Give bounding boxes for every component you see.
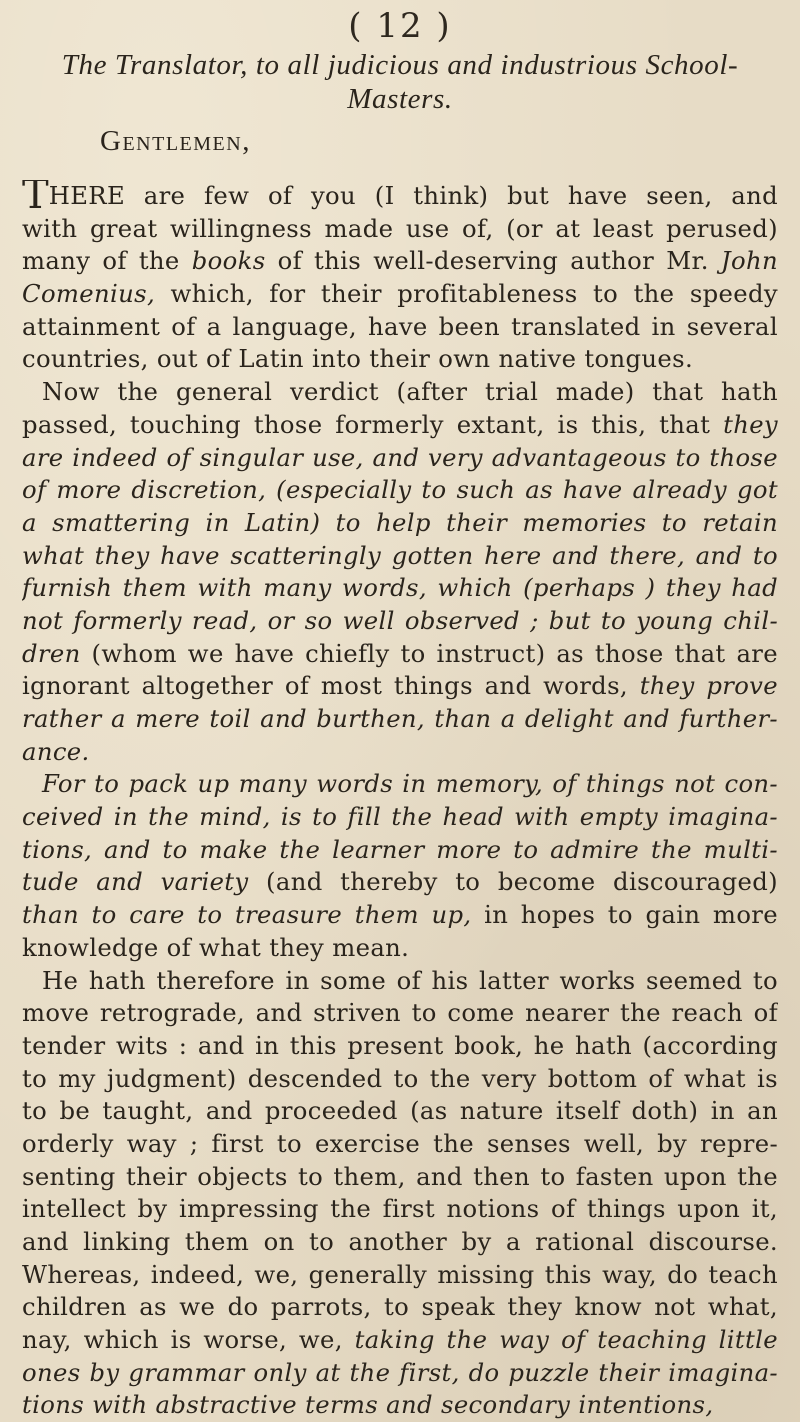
text-line xyxy=(22,540,778,573)
text-line xyxy=(22,376,778,409)
italic-text: rather a mere toil and burthen, than a delight and further- xyxy=(22,704,778,733)
roman-text: tender wits : and in this present book, he hath (according xyxy=(22,1030,778,1060)
text-line xyxy=(22,1357,778,1390)
text-line xyxy=(22,1193,778,1226)
roman-text: passed, touching those formerly extant, is this, that xyxy=(22,409,724,439)
text-line xyxy=(22,834,778,867)
text-line xyxy=(22,409,778,442)
page-number: ( 12 ) xyxy=(348,6,452,46)
italic-text: tions with abstractive terms and secondary intentions, xyxy=(22,1390,714,1420)
italic-text: Comenius, xyxy=(22,279,156,309)
text-line xyxy=(22,605,778,638)
italic-text: furnish them with many words, which (perhaps ) they had xyxy=(22,573,778,603)
roman-text: to be taught, and proceeded (as nature itself doth) in an xyxy=(22,1096,778,1126)
text-line xyxy=(22,1161,778,1194)
roman-text: (and thereby to become discouraged) xyxy=(248,867,778,897)
roman-text: nay, which is worse, we, xyxy=(22,1325,355,1355)
italic-text: taking the way of teaching little xyxy=(354,1325,778,1355)
text-line xyxy=(22,213,778,246)
roman-text: orderly way ; first to exercise the senses well, by repre- xyxy=(22,1128,778,1158)
roman-text: (whom we have chiefly to instruct) as those that are xyxy=(80,638,778,668)
paragraph xyxy=(22,376,778,768)
roman-text: ignorant altogether of most things and words, xyxy=(22,671,640,701)
italic-text: dren xyxy=(22,638,81,668)
text-line xyxy=(22,932,778,965)
roman-text: of this well-deserving author Mr. xyxy=(265,246,721,276)
italic-text: not formerly read, or so well observed ; but to young chil- xyxy=(22,605,778,635)
text-line xyxy=(22,343,778,376)
italic-text: ones by grammar only at the first, do puzzle their imagina- xyxy=(22,1357,778,1387)
roman-text: He hath therefore in some of his latter works seemed to xyxy=(42,965,778,995)
text-line xyxy=(22,670,778,703)
address-line-2: Masters. xyxy=(347,83,453,115)
roman-text: with great willingness made use of, (or at least perused) xyxy=(22,213,778,243)
text-line xyxy=(22,1030,778,1063)
drop-cap: T xyxy=(22,180,49,213)
roman-text: senting their objects to them, and then to fasten upon the xyxy=(22,1161,778,1191)
roman-text: Now the general verdict (after trial made) that hath xyxy=(42,377,778,407)
text-line xyxy=(22,245,778,278)
paragraph xyxy=(22,965,778,1422)
italic-text: what they have scatteringly gotten here and there, and to xyxy=(22,540,778,570)
roman-text: move retrograde, and striven to come nearer the reach of xyxy=(22,998,778,1028)
text-line xyxy=(22,507,778,540)
text-line xyxy=(22,1226,778,1259)
text-line xyxy=(22,1128,778,1161)
text-line xyxy=(22,997,778,1030)
roman-text: and linking them on to another by a rational discourse. xyxy=(22,1227,778,1256)
italic-text: they prove xyxy=(639,671,778,701)
roman-text: in hopes to gain more xyxy=(471,900,778,930)
text-line xyxy=(22,736,778,769)
text-line xyxy=(22,866,778,899)
salutation: Gentlemen, xyxy=(100,125,251,157)
text-line xyxy=(22,180,778,213)
roman-text: attainment of a language, have been translated in several xyxy=(22,311,778,341)
roman-text: intellect by impressing the first notions of things upon it, xyxy=(22,1194,778,1224)
text-line xyxy=(22,311,778,344)
text-line xyxy=(22,474,778,507)
italic-text: ance. xyxy=(22,736,90,766)
text-line xyxy=(22,965,778,998)
roman-text: Whereas, indeed, we, generally missing this way, do teach xyxy=(22,1259,778,1289)
address-heading xyxy=(22,48,778,116)
italic-text: tude and variety xyxy=(22,867,249,897)
text-line xyxy=(22,1291,778,1324)
text-line xyxy=(22,899,778,932)
roman-text: many of the xyxy=(22,246,192,276)
italic-text: are indeed of singular use, and very advantageous to those xyxy=(22,442,778,472)
italic-text: books xyxy=(191,246,266,276)
roman-text: countries, out of Latin into their own native tongues. xyxy=(22,344,694,374)
text-line xyxy=(22,1095,778,1128)
italic-text: of more discretion, (especially to such as have already got xyxy=(22,475,778,505)
roman-text: HERE are few of you (I think) but have seen, and xyxy=(48,181,778,210)
italic-text: than to care to treasure them up, xyxy=(22,900,472,930)
body-text xyxy=(22,180,778,1422)
text-line xyxy=(22,278,778,311)
roman-text: children as we do parrots, to speak they know not what, xyxy=(22,1292,778,1322)
roman-text: knowledge of what they mean. xyxy=(22,932,410,962)
italic-text: John xyxy=(720,246,778,276)
text-line xyxy=(22,1324,778,1357)
text-line xyxy=(22,768,778,801)
text-line xyxy=(22,1259,778,1292)
italic-text: For to pack up many words in memory, of things not con- xyxy=(42,769,778,799)
text-line xyxy=(22,572,778,605)
italic-text: ceived in the mind, is to fill the head with empty imagina- xyxy=(22,802,778,832)
text-line xyxy=(22,638,778,671)
italic-text: tions, and to make the learner more to admire the multi- xyxy=(22,834,778,864)
text-line xyxy=(22,703,778,736)
italic-text: they xyxy=(723,409,778,439)
roman-text: which, for their profitableness to the speedy xyxy=(155,279,778,309)
text-line xyxy=(22,801,778,834)
paragraph xyxy=(22,180,778,376)
paragraph xyxy=(22,768,778,964)
text-line xyxy=(22,1063,778,1096)
roman-text: to my judgment) descended to the very bottom of what is xyxy=(22,1063,778,1093)
text-line xyxy=(22,442,778,475)
italic-text: a smattering in Latin) to help their memories to retain xyxy=(22,507,778,537)
text-line xyxy=(22,1389,778,1422)
address-line-1: The Translator, to all judicious and industrious School- xyxy=(61,49,739,81)
